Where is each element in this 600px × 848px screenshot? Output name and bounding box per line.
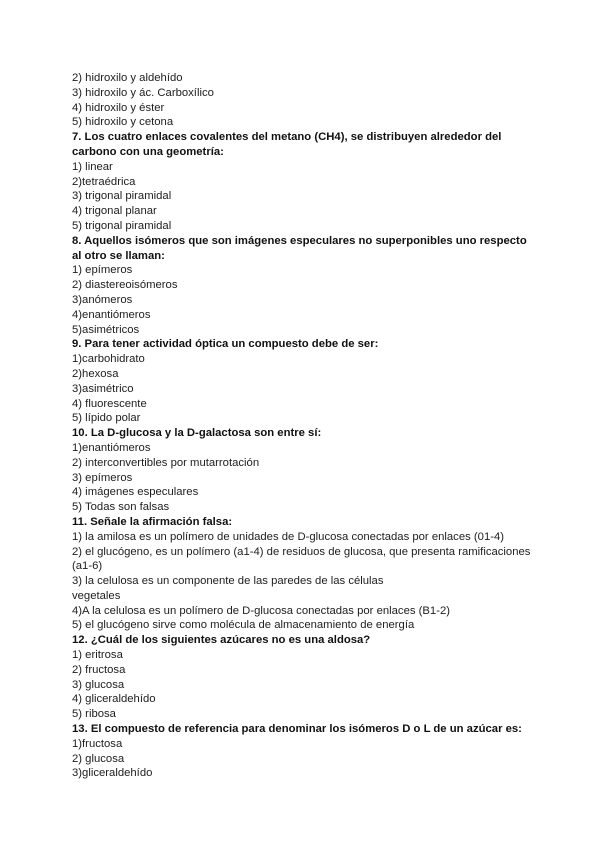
answer-option: 1) la amilosa es un polímero de unidades de D-glucosa conectadas por enlaces (01-4) [72, 530, 505, 543]
answer-option: 1)enantiómeros [72, 441, 151, 454]
answer-option: 1) epímeros [72, 264, 133, 277]
answer-option: 3)asimétrico [72, 382, 134, 395]
answer-option: 5) Todas son falsas [72, 501, 170, 514]
document-text [72, 71, 532, 781]
answer-option: 3) trigonal piramidal [72, 190, 172, 203]
answer-option: 5) trigonal piramidal [72, 219, 172, 232]
answer-option: 2) diastereoisómeros [72, 279, 178, 292]
answer-option: 5) el glucógeno sirve como molécula de almacenamiento de energía [72, 619, 415, 632]
answer-option: 3) hidroxilo y ác. Carboxílico [72, 86, 214, 99]
answer-option: 2) fructosa [72, 663, 126, 676]
question-text: 11. Señale la afirmación falsa: [72, 515, 233, 528]
answer-option: 4) imágenes especulares [72, 486, 199, 499]
question-text: 12. ¿Cuál de los siguientes azúcares no es una aldosa? [72, 634, 371, 647]
question-text: 7. Los cuatro enlaces covalentes del metano (CH4), se distribuyen alrededor del [72, 131, 502, 144]
answer-option: 3) glucosa [72, 678, 125, 691]
answer-option: 2)hexosa [72, 367, 119, 380]
answer-option: 5) ribosa [72, 708, 116, 721]
question-text: 13. El compuesto de referencia para denominar los isómeros D o L de un azúcar es: [72, 723, 522, 736]
answer-option: 4) fluorescente [72, 397, 147, 410]
question-text: al otro se llaman: [72, 249, 165, 262]
answer-option: 2) interconvertibles por mutarrotación [72, 456, 260, 469]
answer-option: 2) el glucógeno, es un polímero (a1-4) de residuos de glucosa, que presenta ramificaciones (a1-6) [72, 545, 531, 573]
answer-option: 4) gliceraldehído [72, 693, 156, 706]
answer-option: 1) linear [72, 160, 113, 173]
answer-option: vegetales [72, 589, 121, 602]
answer-option: 5)asimétricos [72, 323, 140, 336]
answer-option: 3) la celulosa es un componente de las paredes de las células [72, 575, 384, 588]
question-text: 10. La D-glucosa y la D-galactosa son entre sí: [72, 427, 322, 440]
answer-option: 1) eritrosa [72, 649, 123, 662]
answer-option: 5) lípido polar [72, 412, 141, 425]
answer-option: 1)carbohidrato [72, 353, 145, 366]
answer-option: 5) hidroxilo y cetona [72, 116, 174, 129]
answer-option: 2) hidroxilo y aldehído [72, 72, 183, 84]
question-text: carbono con una geometría: [72, 145, 224, 158]
answer-option: 2)tetraédrica [72, 175, 136, 188]
answer-option: 4) trigonal planar [72, 205, 157, 218]
answer-option: 4)A la celulosa es un polímero de D-glucosa conectadas por enlaces (B1-2) [72, 604, 451, 617]
answer-option: 3)anómeros [72, 293, 133, 306]
answer-option: 2) glucosa [72, 752, 125, 765]
question-text: 9. Para tener actividad óptica un compuesto debe de ser: [72, 338, 379, 351]
answer-option: 3)gliceraldehído [72, 767, 153, 780]
answer-option: 1)fructosa [72, 737, 123, 750]
answer-option: 4)enantiómeros [72, 308, 151, 321]
answer-option: 3) epímeros [72, 471, 133, 484]
question-text: 8. Aquellos isómeros que son imágenes especulares no superponibles uno respecto [72, 234, 527, 247]
answer-option: 4) hidroxilo y éster [72, 101, 165, 114]
